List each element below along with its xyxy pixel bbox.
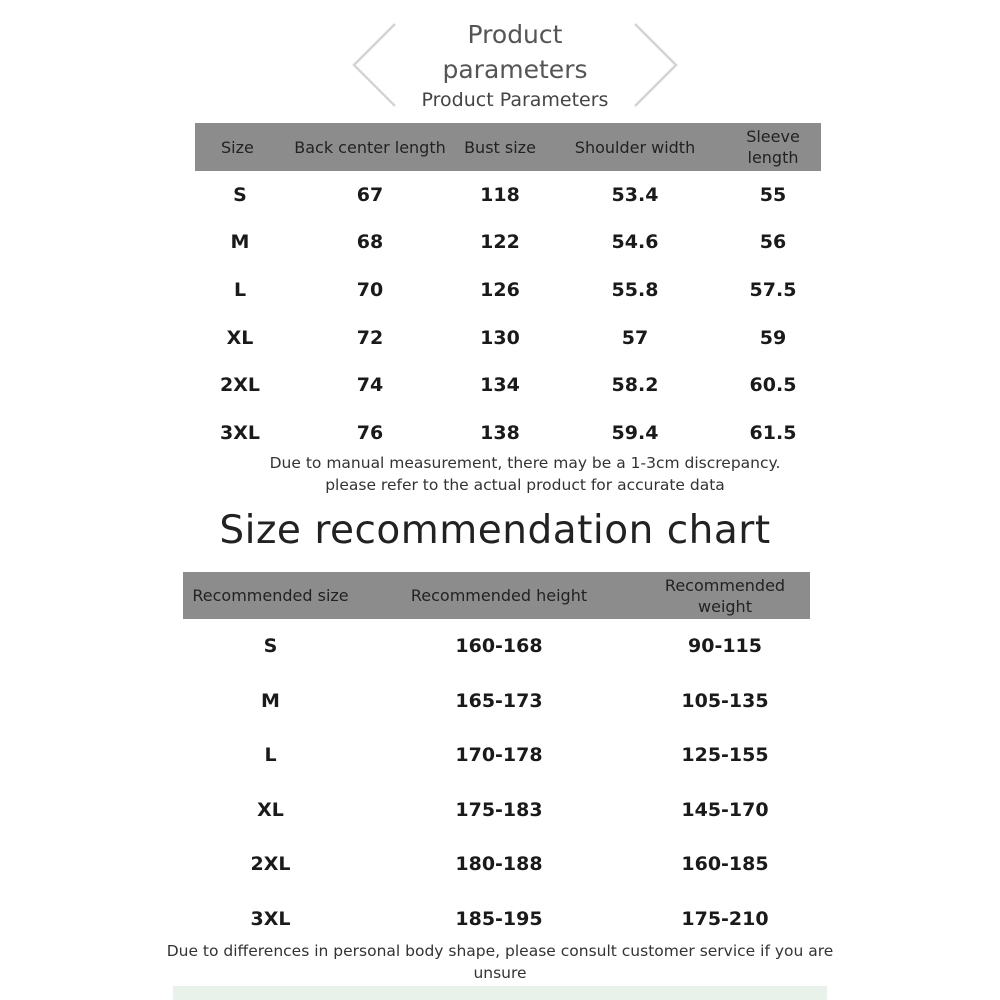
cell-back-center-length: 76 <box>356 421 384 444</box>
cell-back-center-length: 72 <box>356 326 384 349</box>
cell-bust-size: 134 <box>480 374 520 397</box>
cell-bust-size: 122 <box>480 231 520 254</box>
table-row <box>183 783 810 838</box>
table-row <box>183 619 810 674</box>
cell-size: L <box>233 278 247 301</box>
cell-size: XL <box>226 326 254 349</box>
table-row <box>195 171 821 219</box>
cell-bust-size: 138 <box>480 421 520 444</box>
cell-recommended-size: 3XL <box>250 907 291 930</box>
cell-back-center-length: 70 <box>356 278 384 301</box>
cell-shoulder-width: 53.4 <box>611 183 659 206</box>
table-row <box>183 728 810 783</box>
cell-recommended-size: M <box>261 689 280 712</box>
cell-sleeve-length: 59 <box>759 326 787 349</box>
cell-shoulder-width: 54.6 <box>611 231 659 254</box>
cell-recommended-weight: 125-155 <box>681 744 769 767</box>
table-row <box>195 314 821 362</box>
cell-recommended-weight: 90-115 <box>688 635 762 658</box>
cell-size: M <box>230 231 250 254</box>
column-header-shoulder-width: Shoulder width <box>545 123 725 171</box>
cell-recommended-height: 175-183 <box>455 798 543 821</box>
column-header-size: Size <box>195 123 285 171</box>
cell-shoulder-width: 57 <box>621 326 649 349</box>
measurement-note-line1: Due to manual measurement, there may be a 1-3cm discrepancy. <box>269 454 781 472</box>
cell-recommended-height: 185-195 <box>455 907 543 930</box>
bottom-band <box>173 986 827 1000</box>
column-header-recommended-size: Recommended size <box>183 572 358 619</box>
column-header-bust-size: Bust size <box>455 123 545 171</box>
cell-recommended-size: L <box>264 744 277 767</box>
cell-recommended-height: 170-178 <box>455 744 543 767</box>
page-header <box>340 10 690 115</box>
column-header-back-center-length: Back center length <box>285 123 455 171</box>
cell-sleeve-length: 61.5 <box>749 421 797 444</box>
cell-shoulder-width: 55.8 <box>611 278 659 301</box>
cell-bust-size: 130 <box>480 326 520 349</box>
cell-recommended-height: 180-188 <box>455 853 543 876</box>
column-header-sleeve-length: Sleeve length <box>725 123 821 171</box>
body-shape-note: Due to differences in personal body shape, please consult customer service if you are unsure <box>166 942 834 982</box>
cell-recommended-height: 165-173 <box>455 689 543 712</box>
size-recommendation-title: Size recommendation chart <box>219 508 771 553</box>
cell-sleeve-length: 56 <box>759 231 787 254</box>
size-recommendation-table <box>183 572 810 946</box>
table-row <box>183 674 810 729</box>
cell-recommended-height: 160-168 <box>455 635 543 658</box>
product-parameters-table <box>195 123 821 457</box>
cell-recommended-weight: 145-170 <box>681 798 769 821</box>
cell-recommended-weight: 105-135 <box>681 689 769 712</box>
cell-back-center-length: 68 <box>356 231 384 254</box>
cell-back-center-length: 67 <box>356 183 384 206</box>
cell-size: 3XL <box>220 421 260 444</box>
cell-recommended-size: S <box>263 635 278 658</box>
table-row <box>195 361 821 409</box>
cell-size: 2XL <box>220 374 260 397</box>
table-row <box>183 837 810 892</box>
column-header-recommended-height: Recommended height <box>358 572 640 619</box>
cell-bust-size: 126 <box>480 278 520 301</box>
page-subtitle: Product Parameters <box>421 89 609 111</box>
cell-size: S <box>233 183 247 206</box>
page-title-line2: parameters <box>442 55 588 84</box>
page-title-line1: Product <box>467 20 563 49</box>
cell-recommended-weight: 160-185 <box>681 853 769 876</box>
table-row <box>183 892 810 947</box>
table-row <box>195 266 821 314</box>
cell-shoulder-width: 58.2 <box>611 374 659 397</box>
column-header-recommended-weight: Recommended weight <box>640 572 810 619</box>
table-row <box>195 409 821 457</box>
cell-recommended-size: XL <box>257 798 284 821</box>
table-header-row <box>183 572 810 619</box>
table-header-row <box>195 123 821 171</box>
cell-bust-size: 118 <box>480 183 520 206</box>
cell-recommended-size: 2XL <box>250 853 291 876</box>
cell-back-center-length: 74 <box>356 374 384 397</box>
cell-sleeve-length: 60.5 <box>749 374 797 397</box>
measurement-note <box>180 452 870 496</box>
cell-sleeve-length: 57.5 <box>749 278 797 301</box>
measurement-note-line2: please refer to the actual product for accurate data <box>325 476 725 494</box>
cell-shoulder-width: 59.4 <box>611 421 659 444</box>
table-row <box>195 219 821 267</box>
cell-recommended-weight: 175-210 <box>681 907 769 930</box>
cell-sleeve-length: 55 <box>759 183 787 206</box>
